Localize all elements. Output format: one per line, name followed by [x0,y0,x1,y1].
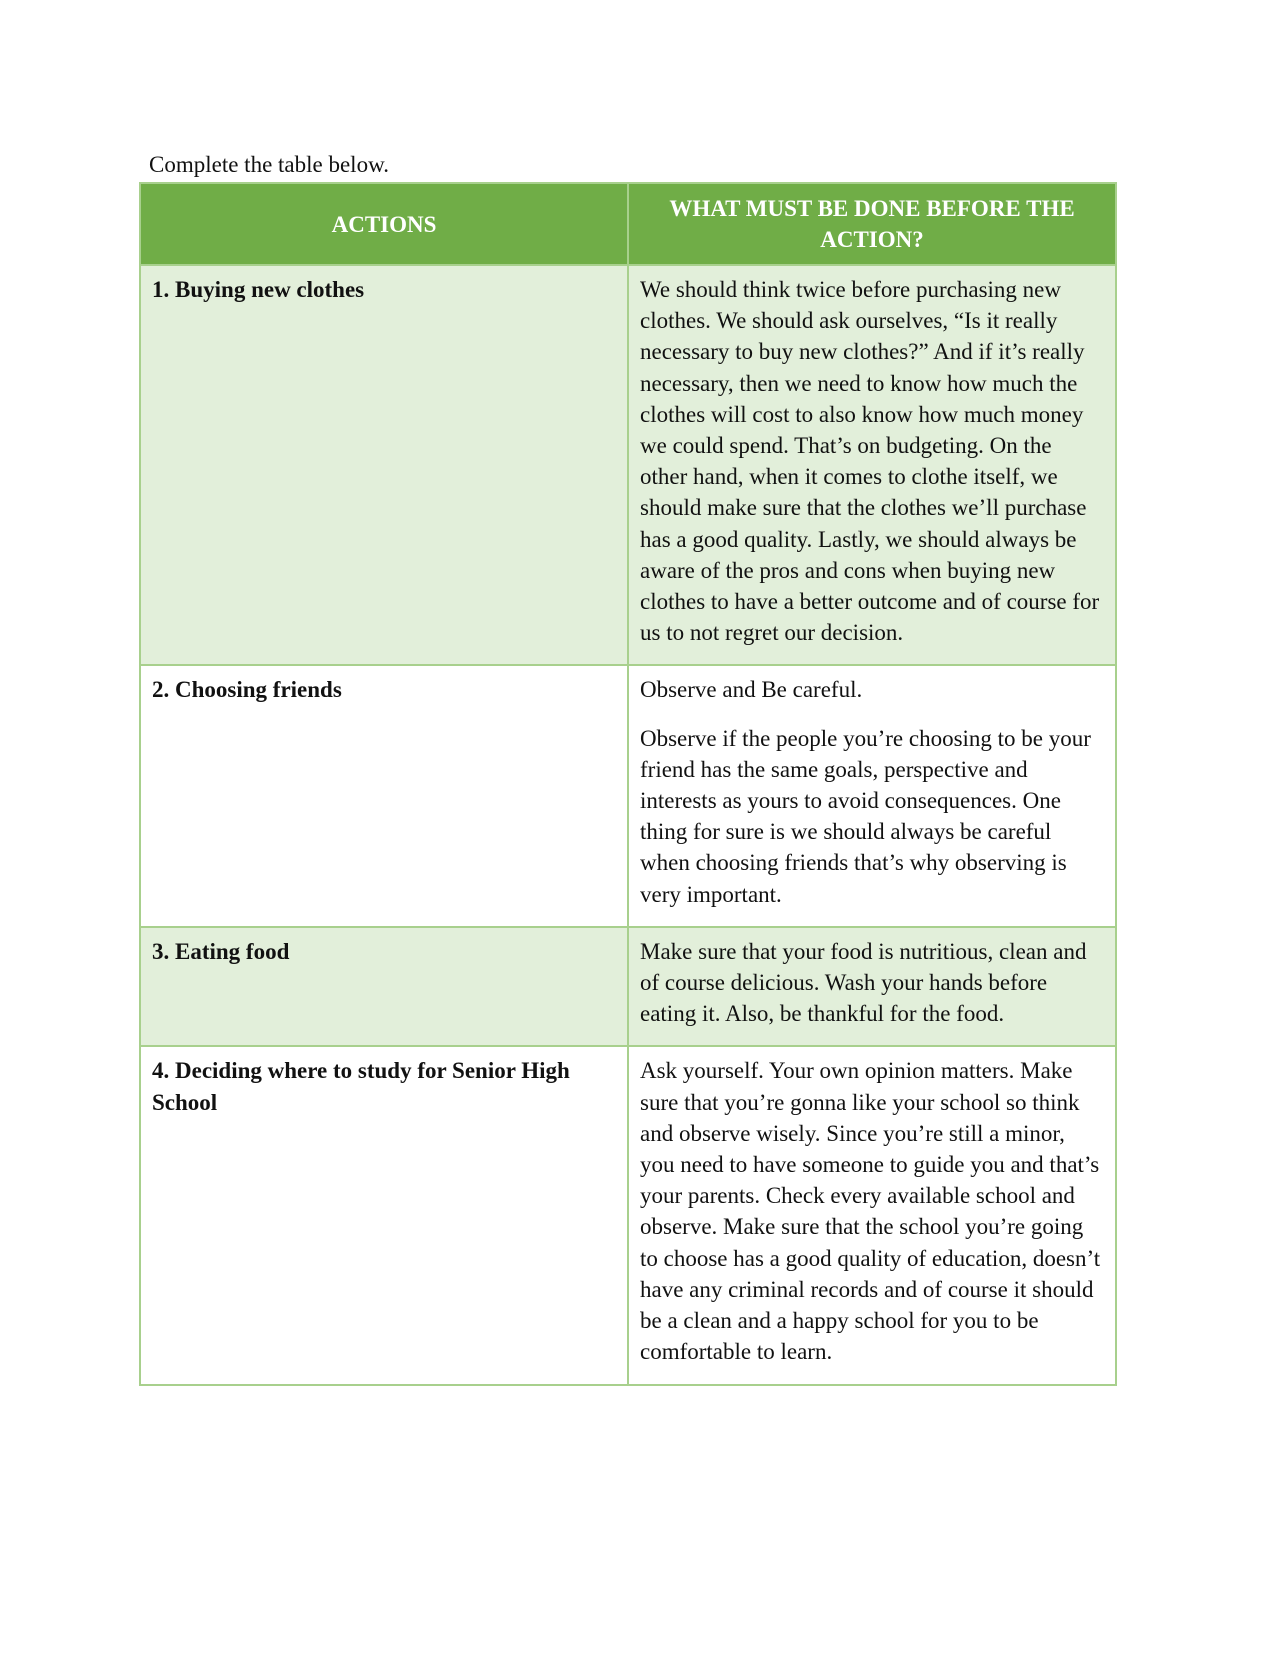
answer-paragraph: Observe if the people you’re choosing to be your friend has the same goals, perspective and interests as yours to avoid consequences. One thing for sure is we should always be careful when choosing friends that’s why observing is very important. [640,725,1091,907]
action-cell: 4. Deciding where to study for Senior High School [140,1046,628,1384]
header-what-must-be-done: WHAT MUST BE DONE BEFORE THE ACTION? [628,183,1116,265]
answer-cell [628,927,1116,1047]
table-row [140,1046,1116,1384]
answer-paragraph: Ask yourself. Your own opinion matters. Make sure that you’re gonna like your school so think and observe wisely. Since you’re still a minor, you need to have someone to guide you and that’s your parents. Check every available school and observe. Make sure that the school you’re going to choose has a good quality of education, doesn’t have any criminal records and of course it should be a clean and a happy school for you to be comfortable to learn. [640,1058,1101,1365]
answer-paragraph: Make sure that your food is nutritious, clean and of course delicious. Wash your hands before eating it. Also, be thankful for the food. [640,938,1087,1027]
answer-paragraph: Observe and Be careful. [640,677,863,703]
table-row [140,927,1116,1047]
table-header-row [140,183,1116,265]
action-cell: 3. Eating food [140,927,628,1047]
header-actions: ACTIONS [140,183,628,265]
actions-table [139,182,1117,1386]
table-row [140,265,1116,665]
action-cell: 1. Buying new clothes [140,265,628,665]
table-row [140,665,1116,926]
answer-cell [628,265,1116,665]
answer-paragraph: We should think twice before purchasing new clothes. We should ask ourselves, “Is it really necessary to buy new clothes?” And if it’s really necessary, then we need to know how much the clothes will cost to also know how much money we could spend. That’s on budgeting. On the other hand, when it comes to clothe itself, we should make sure that the clothes we’ll purchase has a good quality. Lastly, we should always be aware of the pros and cons when buying new clothes to have a better outcome and of course for us to not regret our decision. [640,277,1100,646]
instruction-text: Complete the table below. [149,152,389,177]
answer-cell [628,1046,1116,1384]
action-cell: 2. Choosing friends [140,665,628,926]
answer-cell [628,665,1116,926]
